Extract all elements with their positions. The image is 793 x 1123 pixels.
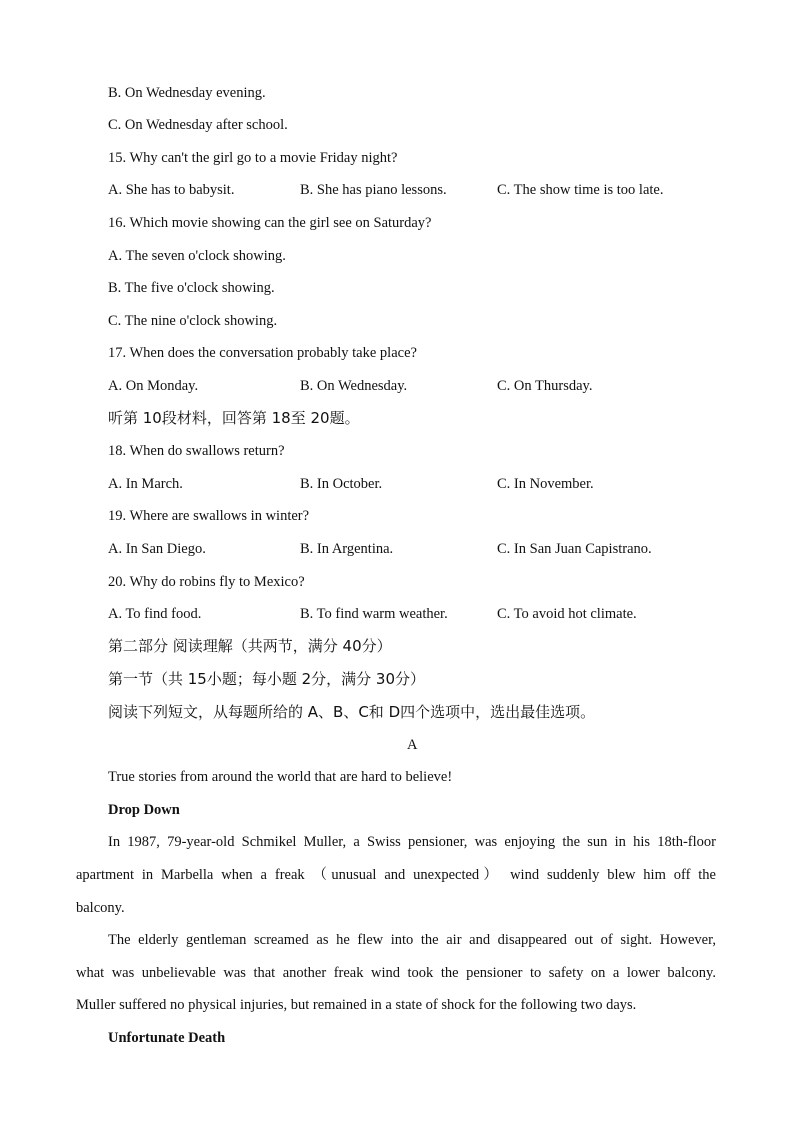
q18-option-a: A. In March. xyxy=(108,476,183,492)
q15-option-a: A. She has to babysit. xyxy=(108,182,235,198)
q15-question: 15. Why can't the girl go to a movie Friday night? xyxy=(108,150,398,166)
q18-option-b: B. In October. xyxy=(300,476,383,492)
story1-title: Drop Down xyxy=(108,802,180,818)
story1-p2-line1: The elderly gentleman screamed as he flew into the air and disappeared out of sight. However, xyxy=(108,932,716,948)
q18-option-c: C. In November. xyxy=(497,476,594,492)
q18-question: 18. When do swallows return? xyxy=(108,443,285,459)
story1-p2-line2: what was unbelievable was that another freak wind took the pensioner to safety on a lower balcony. xyxy=(76,965,716,981)
part2-heading: 第二部分 阅读理解（共两节，满分 40分） xyxy=(108,637,392,655)
q16-option-c: C. The nine o'clock showing. xyxy=(108,313,278,329)
q19-question: 19. Where are swallows in winter? xyxy=(108,508,310,524)
q14-option-b: B. On Wednesday evening. xyxy=(108,85,266,101)
q17-option-a: A. On Monday. xyxy=(108,378,199,394)
q20-option-a: A. To find food. xyxy=(108,606,202,622)
section10-heading: 听第 10段材料，回答第 18至 20题。 xyxy=(108,409,360,427)
q17-option-b: B. On Wednesday. xyxy=(300,378,408,394)
q20-option-b: B. To find warm weather. xyxy=(300,606,448,622)
q20-question: 20. Why do robins fly to Mexico? xyxy=(108,574,305,590)
story1-p1-line1: In 1987, 79-year-old Schmikel Muller, a Swiss pensioner, was enjoying the sun in his 18th-floor xyxy=(108,834,716,850)
q19-option-a: A. In San Diego. xyxy=(108,541,206,557)
story1-p2-line3: Muller suffered no physical injuries, but remained in a state of shock for the following two days. xyxy=(76,997,637,1013)
section1-heading: 第一节（共 15小题；每小题 2分，满分 30分） xyxy=(108,670,426,688)
q19-option-b: B. In Argentina. xyxy=(300,541,394,557)
story1-p1-line3: balcony. xyxy=(76,900,125,916)
story1-p1-line2: apartment in Marbella when a freak （unusual and unexpected） wind suddenly blew him off the xyxy=(76,867,716,883)
q16-option-a: A. The seven o'clock showing. xyxy=(108,248,286,264)
passage-intro: True stories from around the world that are hard to believe! xyxy=(108,769,453,785)
q16-question: 16. Which movie showing can the girl see on Saturday? xyxy=(108,215,432,231)
passage-letter: A xyxy=(407,737,418,753)
q20-option-c: C. To avoid hot climate. xyxy=(497,606,637,622)
q16-option-b: B. The five o'clock showing. xyxy=(108,280,275,296)
q15-option-c: C. The show time is too late. xyxy=(497,182,664,198)
q19-option-c: C. In San Juan Capistrano. xyxy=(497,541,652,557)
story2-title: Unfortunate Death xyxy=(108,1030,226,1046)
q15-option-b: B. She has piano lessons. xyxy=(300,182,447,198)
instructions: 阅读下列短文，从每题所给的 A、B、C和 D四个选项中，选出最佳选项。 xyxy=(108,703,596,721)
q14-option-c: C. On Wednesday after school. xyxy=(108,117,288,133)
q17-option-c: C. On Thursday. xyxy=(497,378,593,394)
q17-question: 17. When does the conversation probably take place? xyxy=(108,345,417,361)
